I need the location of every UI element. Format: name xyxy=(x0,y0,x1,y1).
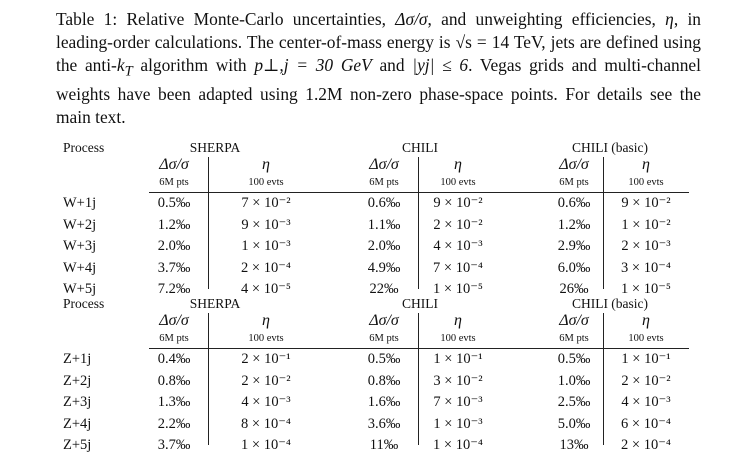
table-cell: 1.1‰ xyxy=(367,216,401,233)
column-divider xyxy=(208,157,209,289)
table-cell: 1 × 10⁻¹ xyxy=(621,351,671,367)
table-cell: 8 × 10⁻⁴ xyxy=(241,415,291,432)
table-cell: 1.2‰ xyxy=(157,216,191,233)
table-cell: 1 × 10⁻⁴ xyxy=(241,437,291,453)
table-cell: 0.6‰ xyxy=(367,195,401,211)
group-header: CHILI (basic) xyxy=(571,296,649,311)
table-cell: 1 × 10⁻⁴ xyxy=(433,437,483,453)
table-cell: 2 × 10⁻⁴ xyxy=(621,437,671,453)
caption-pt-cut: p⊥,j = 30 GeV xyxy=(254,54,372,75)
table-cell: 0.5‰ xyxy=(557,351,591,367)
table-cell: 1.6‰ xyxy=(367,394,401,410)
table-cell: 9 × 10⁻² xyxy=(621,195,671,211)
caption-symbol-eta: η xyxy=(665,9,674,29)
table-cell: 2 × 10⁻² xyxy=(621,372,671,389)
column-unit: 100 evts xyxy=(248,333,284,344)
table-cell: 2 × 10⁻⁴ xyxy=(241,259,291,276)
table-cell: 3.7‰ xyxy=(157,259,191,276)
process-column-header: Process xyxy=(63,140,105,155)
process-name: Z+3j xyxy=(63,394,92,410)
caption-text: and xyxy=(371,54,413,75)
column-divider xyxy=(418,157,419,289)
table-cell: 2 × 10⁻² xyxy=(433,216,483,233)
caption-symbol-dsig: Δσ/σ xyxy=(395,9,428,29)
column-divider xyxy=(208,313,209,445)
column-unit: 6M pts xyxy=(559,177,589,188)
caption-text: , jets are defined using the anti- xyxy=(56,31,701,75)
table-cell: 11‰ xyxy=(369,437,399,453)
table-cell: 2.5‰ xyxy=(557,394,591,410)
table-cell: 6 × 10⁻⁴ xyxy=(621,415,671,432)
group-header: SHERPA xyxy=(189,296,241,311)
table-cell: 9 × 10⁻² xyxy=(433,195,483,211)
process-name: Z+4j xyxy=(63,415,92,432)
table-cell: 1 × 10⁻³ xyxy=(241,238,291,254)
table-cell: 2 × 10⁻³ xyxy=(621,238,671,254)
table-cell: 1 × 10⁻³ xyxy=(433,415,483,432)
column-symbol-dsig: Δσ/σ xyxy=(559,156,589,173)
column-symbol-dsig: Δσ/σ xyxy=(159,156,189,173)
table-cell: 6.0‰ xyxy=(557,259,591,276)
column-symbol-eta: η xyxy=(642,156,650,173)
table-cell: 22‰ xyxy=(369,281,399,297)
process-name: W+4j xyxy=(63,259,97,276)
table-cell: 4 × 10⁻³ xyxy=(241,394,291,410)
caption-kt-sub: T xyxy=(124,63,133,80)
table-cell: 1 × 10⁻² xyxy=(621,216,671,233)
caption-text: . Vegas grids and multi-channel weights have been adapted using 1.2M non-zero phase-space points. For details see the main text. xyxy=(56,54,701,127)
caption-energy: √s = 14 TeV xyxy=(455,31,542,52)
column-unit: 100 evts xyxy=(248,177,284,188)
column-symbol-eta: η xyxy=(262,312,270,329)
table-cell: 2 × 10⁻¹ xyxy=(241,351,291,367)
caption-text: Table 1: Relative Monte-Carlo uncertainties, xyxy=(56,9,396,29)
table-cell: 3.6‰ xyxy=(367,415,401,432)
table-cell: 4 × 10⁻³ xyxy=(621,394,671,410)
column-unit: 6M pts xyxy=(159,333,189,344)
column-symbol-eta: η xyxy=(454,312,462,329)
caption-text: , and unweighting efficiencies, xyxy=(427,9,656,29)
table-cell: 1 × 10⁻⁵ xyxy=(621,281,671,297)
table-cell: 0.5‰ xyxy=(367,351,401,367)
column-symbol-eta: η xyxy=(262,156,270,173)
process-name: W+3j xyxy=(63,238,97,254)
column-symbol-dsig: Δσ/σ xyxy=(559,312,589,329)
column-unit: 100 evts xyxy=(628,333,664,344)
header-rule xyxy=(149,192,689,193)
column-unit: 6M pts xyxy=(159,177,189,188)
table-cell: 1 × 10⁻⁵ xyxy=(433,281,483,297)
table-cell: 0.4‰ xyxy=(157,351,191,367)
table-cell: 9 × 10⁻³ xyxy=(241,216,291,233)
column-symbol-dsig: Δσ/σ xyxy=(159,312,189,329)
group-header: CHILI xyxy=(402,140,438,155)
table-caption xyxy=(56,8,701,128)
group-header: CHILI (basic) xyxy=(571,140,649,155)
column-symbol-dsig: Δσ/σ xyxy=(369,156,399,173)
column-unit: 100 evts xyxy=(440,333,476,344)
table-cell: 0.5‰ xyxy=(157,195,191,211)
column-unit: 100 evts xyxy=(440,177,476,188)
table-cell: 7 × 10⁻² xyxy=(241,195,291,211)
table-cell: 2.0‰ xyxy=(367,238,401,254)
table-cell: 4 × 10⁻³ xyxy=(433,238,483,254)
column-divider xyxy=(418,313,419,445)
results-table xyxy=(54,137,706,453)
table-cell: 4 × 10⁻⁵ xyxy=(241,281,291,297)
table-cell: 5.0‰ xyxy=(557,415,591,432)
process-name: Z+1j xyxy=(63,351,92,367)
table-cell: 13‰ xyxy=(559,437,589,453)
process-name: Z+2j xyxy=(63,372,92,389)
process-name: W+5j xyxy=(63,281,97,297)
table-cell: 1.3‰ xyxy=(157,394,191,410)
column-symbol-eta: η xyxy=(642,312,650,329)
process-column-header: Process xyxy=(63,296,105,311)
column-unit: 6M pts xyxy=(369,177,399,188)
table-cell: 2.0‰ xyxy=(157,238,191,254)
table-cell: 2 × 10⁻² xyxy=(241,372,291,389)
table-cell: 3.7‰ xyxy=(157,437,191,453)
column-unit: 6M pts xyxy=(559,333,589,344)
table-cell: 2.9‰ xyxy=(557,238,591,254)
table-cell: 26‰ xyxy=(559,281,589,297)
table-cell: 3 × 10⁻⁴ xyxy=(621,259,671,276)
group-header: SHERPA xyxy=(189,140,241,155)
column-symbol-dsig: Δσ/σ xyxy=(369,312,399,329)
table-cell: 0.6‰ xyxy=(557,195,591,211)
column-symbol-eta: η xyxy=(454,156,462,173)
column-divider xyxy=(603,157,604,289)
column-unit: 100 evts xyxy=(628,177,664,188)
table-cell: 7 × 10⁻⁴ xyxy=(433,259,483,276)
table-cell: 1.2‰ xyxy=(557,216,591,233)
table-cell: 1.0‰ xyxy=(557,372,591,389)
group-header: CHILI xyxy=(402,296,438,311)
column-unit: 6M pts xyxy=(369,333,399,344)
table-cell: 0.8‰ xyxy=(157,372,191,389)
table-cell: 4.9‰ xyxy=(367,259,401,276)
table-cell: 3 × 10⁻² xyxy=(433,372,483,389)
caption-rapidity-cut: |yj| ≤ 6 xyxy=(412,54,469,75)
table-cell: 1 × 10⁻¹ xyxy=(433,351,483,367)
caption-text: , in leading-order calculations. The center-of-mass energy is xyxy=(56,9,701,52)
table-cell: 7 × 10⁻³ xyxy=(433,394,483,410)
process-name: W+2j xyxy=(63,216,97,233)
header-rule xyxy=(149,348,689,349)
table-cell: 2.2‰ xyxy=(157,415,191,432)
column-divider xyxy=(603,313,604,445)
table-cell: 0.8‰ xyxy=(367,372,401,389)
caption-text: algorithm with xyxy=(132,54,255,75)
caption-kt: k xyxy=(116,54,125,75)
process-name: Z+5j xyxy=(63,437,92,453)
table-cell: 7.2‰ xyxy=(157,281,191,297)
process-name: W+1j xyxy=(63,195,97,211)
